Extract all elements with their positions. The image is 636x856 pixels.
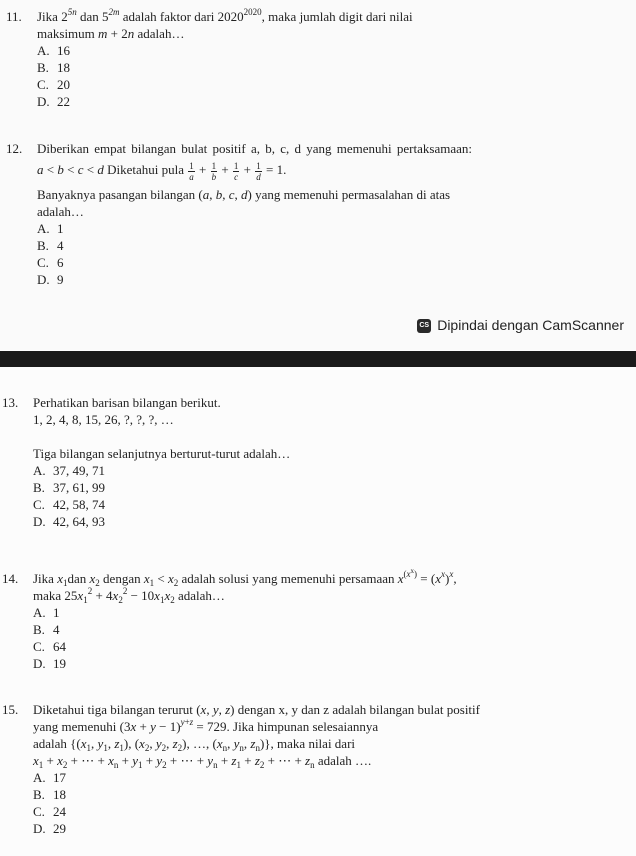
question-text: Jika $x_1dan$ $x_2$ dengan $x_1 < x_2$ adalah solusi yang memenuhi persamaan $x^{(x^x)} = (x^x)^x$, <box>33 567 457 588</box>
question-number: 11. <box>6 9 22 24</box>
option-b[interactable]: B. 18 <box>33 787 66 802</box>
question-text: Tiga bilangan selanjutnya berturut-turut adalah… <box>33 446 291 461</box>
question-text: Diketahui tiga bilangan terurut (x, y, z) dengan x, y dan z adalah bilangan bulat positif <box>33 702 480 717</box>
question-text: Perhatikan barisan bilangan berikut. <box>33 395 221 410</box>
options-list <box>33 462 622 530</box>
question-number: 13. <box>2 395 19 410</box>
option-a[interactable]: A. 1 <box>37 221 64 236</box>
question-14 <box>2 567 632 672</box>
scanner-badge: CS Dipindai dengan CamScanner <box>417 317 624 334</box>
options-list <box>33 769 632 837</box>
option-a[interactable]: A. 17 <box>33 770 66 785</box>
option-a[interactable]: A. 1 <box>33 605 60 620</box>
option-d[interactable]: D. 29 <box>33 821 66 836</box>
question-13 <box>2 394 622 530</box>
question-number: 15. <box>2 702 19 717</box>
option-b[interactable]: B. 18 <box>37 60 70 75</box>
option-b[interactable]: B. 37, 61, 99 <box>33 480 105 495</box>
question-text: yang memenuhi $(3x + y - 1)^{y+z} = 729$. Jika himpunan selesaiannya <box>33 717 379 734</box>
option-c[interactable]: C. 64 <box>33 639 66 654</box>
page-divider <box>0 351 636 367</box>
options-list <box>37 42 626 110</box>
option-d[interactable]: D. 19 <box>33 656 66 671</box>
options-list <box>33 604 632 672</box>
question-text: Banyaknya pasangan bilangan (a, b, c, d) yang memenuhi permasalahan di atas <box>37 187 451 202</box>
question-number: 14. <box>2 571 19 586</box>
option-b[interactable]: B. 4 <box>33 622 60 637</box>
option-c[interactable]: C. 6 <box>37 255 64 270</box>
options-list <box>37 220 626 288</box>
camscanner-icon: CS <box>417 319 431 333</box>
question-number: 12. <box>6 141 23 156</box>
question-text: a < b < c < d Diketahui pula $\frac{1}{a}$ + $\frac{1}{b}$ + $\frac{1}{c}$ + $\frac{1}{d}$ = 1. <box>37 161 287 182</box>
option-a[interactable]: A. 16 <box>37 43 70 58</box>
option-d[interactable]: D. 22 <box>37 94 70 109</box>
question-text: adalah {($x_1$, $y_1$, $z_1$), ($x_2$, $y_2$, $z_2$), …, ($x_n$, $y_n$, $z_n$)}, maka nilai dari <box>33 736 356 753</box>
option-c[interactable]: C. 20 <box>37 77 70 92</box>
option-d[interactable]: D. 42, 64, 93 <box>33 514 105 529</box>
question-text: 1, 2, 4, 8, 15, 26, ?, ?, ?, … <box>33 412 174 427</box>
option-d[interactable]: D. 9 <box>37 272 64 287</box>
question-12 <box>6 140 626 288</box>
option-b[interactable]: B. 4 <box>37 238 64 253</box>
question-text: $x_1 + x_2$ + ⋯ + $x_n + y_1 + y_2$ + ⋯ + $y_n + z_1 + z_2$ + ⋯ + $z_n$ adalah …. <box>33 753 372 770</box>
question-11 <box>6 8 626 110</box>
question-text: Diberikan empat bilangan bulat positif a, b, c, d yang memenuhi pertaksamaan: <box>37 141 472 156</box>
option-c[interactable]: C. 24 <box>33 804 66 819</box>
question-15 <box>2 701 632 837</box>
option-c[interactable]: C. 42, 58, 74 <box>33 497 105 512</box>
question-text: Jika $2^{5n}$ dan $5^{2m}$ adalah faktor dari $2020^{2020}$, maka jumlah digit dari nilai <box>37 7 413 24</box>
question-text: adalah… <box>37 204 84 219</box>
question-text: maksimum m + 2n adalah… <box>37 26 185 41</box>
option-a[interactable]: A. 37, 49, 71 <box>33 463 105 478</box>
question-text: maka $25x_1^2 + 4x_2^2 - 10x_1x_2$ adalah… <box>33 586 225 605</box>
